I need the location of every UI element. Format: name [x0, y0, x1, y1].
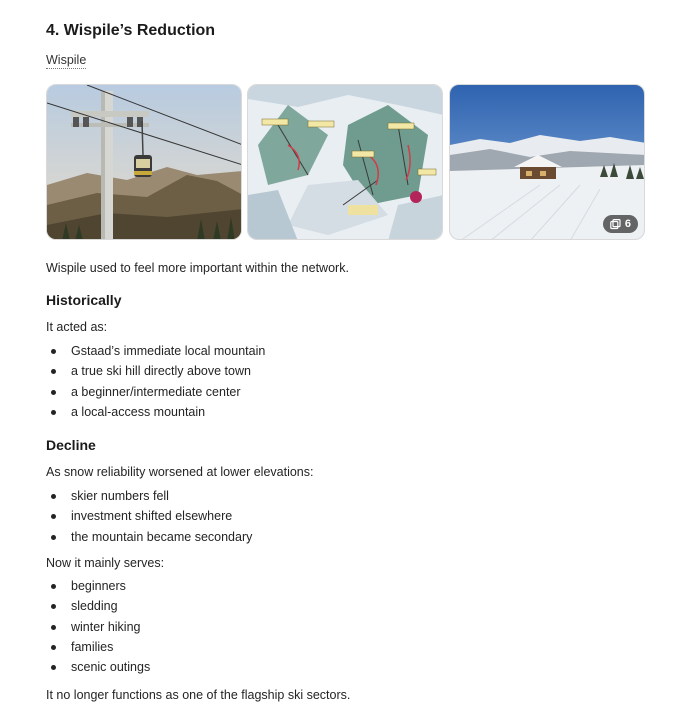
list-item: Gstaad’s immediate local mountain: [46, 341, 265, 361]
serves-list: [46, 576, 150, 677]
list-item: investment shifted elsewhere: [46, 506, 252, 526]
more-images-count: 6: [624, 218, 631, 230]
decline-list: [46, 486, 252, 547]
list-item: a beginner/intermediate center: [46, 382, 265, 402]
list-item: families: [46, 637, 150, 657]
list-item: scenic outings: [46, 657, 150, 677]
list-item: beginners: [46, 576, 150, 596]
more-images-badge[interactable]: [603, 215, 638, 233]
closing-paragraph: It no longer functions as one of the flagship ski sectors.: [46, 688, 351, 702]
image-gallery: [46, 84, 646, 240]
decline-lead-2: Now it mainly serves:: [46, 556, 165, 570]
list-item: skier numbers fell: [46, 486, 252, 506]
section-title: 4. Wispile’s Reduction: [46, 22, 216, 39]
decline-lead: As snow reliability worsened at lower elevations:: [46, 465, 314, 479]
historically-lead: It acted as:: [46, 320, 108, 334]
heading-decline: Decline: [46, 437, 96, 453]
images-icon: [610, 219, 621, 230]
gallery-image-gondola[interactable]: [46, 84, 242, 240]
intro-paragraph: Wispile used to feel more important within the network.: [46, 261, 349, 275]
historically-list: [46, 341, 265, 422]
gallery-image-snow-slope[interactable]: [449, 84, 645, 240]
source-link[interactable]: Wispile: [46, 53, 87, 67]
list-item: the mountain became secondary: [46, 527, 252, 547]
list-item: a true ski hill directly above town: [46, 361, 265, 381]
gallery-image-trail-map[interactable]: [247, 84, 443, 240]
list-item: a local-access mountain: [46, 402, 265, 422]
gondola-photo: [47, 85, 242, 240]
trail-map-graphic: [248, 85, 443, 240]
heading-historically: Historically: [46, 292, 122, 308]
list-item: sledding: [46, 596, 150, 616]
list-item: winter hiking: [46, 617, 150, 637]
